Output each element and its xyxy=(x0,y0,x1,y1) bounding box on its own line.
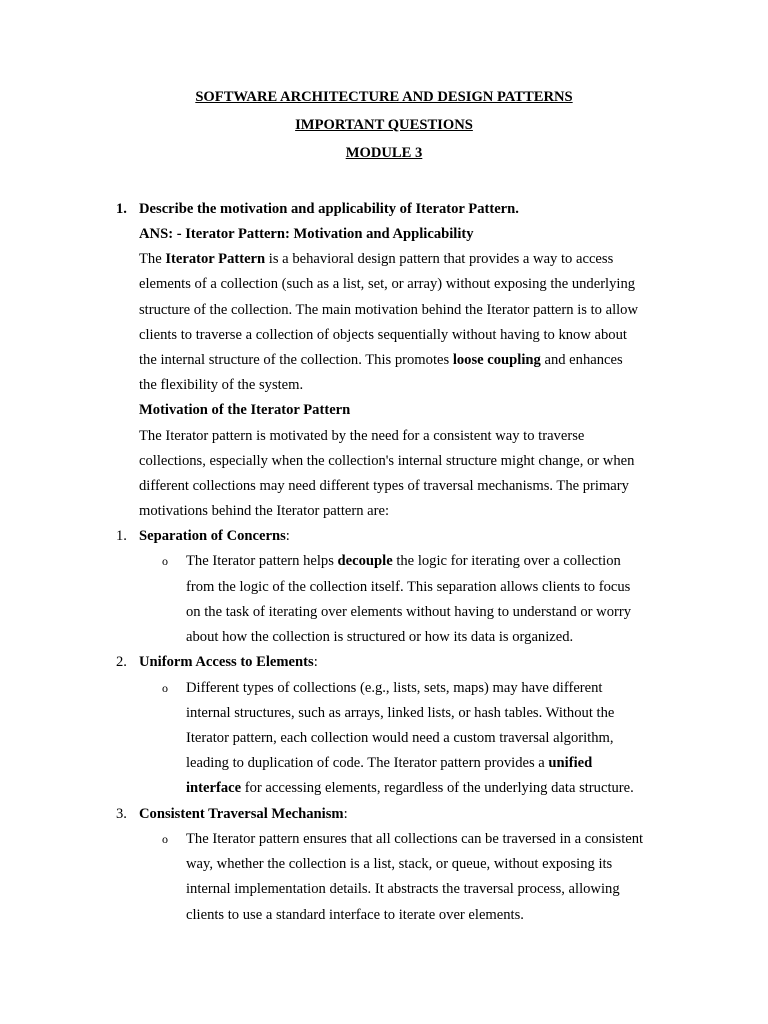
intro-line-6: the flexibility of the system. xyxy=(139,377,304,393)
motivation-line-4: motivations behind the Iterator pattern are: xyxy=(139,503,390,519)
point-1-line-2: from the logic of the collection itself. This separation allows clients to focus xyxy=(186,579,631,595)
point-2-title: Uniform Access to Elements: xyxy=(139,654,318,670)
motivation-heading: Motivation of the Iterator Pattern xyxy=(139,402,351,418)
point-2-line-4: leading to duplication of code. The Iterator pattern provides a unified xyxy=(186,755,593,771)
point-1-line-1: The Iterator pattern helps decouple the logic for iterating over a collection xyxy=(186,553,621,569)
point-3-line-3: internal implementation details. It abstracts the traversal process, allowing xyxy=(186,881,620,897)
document-subtitle: IMPORTANT QUESTIONS xyxy=(295,117,473,133)
motivation-line-1: The Iterator pattern is motivated by the need for a consistent way to traverse xyxy=(139,428,585,444)
motivation-line-3: different collections may need different types of traversal mechanisms. The primary xyxy=(139,478,629,494)
intro-line-2: elements of a collection (such as a list, set, or array) without exposing the underlying xyxy=(139,276,636,292)
point-3-line-1: The Iterator pattern ensures that all collections can be traversed in a consistent xyxy=(186,831,644,847)
document-title: SOFTWARE ARCHITECTURE AND DESIGN PATTERNS xyxy=(195,89,573,105)
intro-line-3: structure of the collection. The main motivation behind the Iterator pattern is to allow xyxy=(139,302,639,318)
point-2-line-3: Iterator pattern, each collection would need a custom traversal algorithm, xyxy=(186,730,614,746)
point-1-line-3: on the task of iterating over elements without having to understand or worry xyxy=(186,604,632,620)
answer-heading: ANS: - Iterator Pattern: Motivation and Applicability xyxy=(139,226,474,242)
point-3-number: 3. xyxy=(116,806,127,822)
point-2-line-2: internal structures, such as arrays, linked lists, or hash tables. Without the xyxy=(186,705,615,721)
intro-line-1: The Iterator Pattern is a behavioral design pattern that provides a way to access xyxy=(139,251,614,267)
point-1-line-4: about how the collection is structured or how its data is organized. xyxy=(186,629,574,645)
question-text: Describe the motivation and applicability of Iterator Pattern. xyxy=(139,201,519,217)
bullet-icon: o xyxy=(162,832,168,846)
point-3-line-2: way, whether the collection is a list, stack, or queue, without exposing its xyxy=(186,856,613,872)
bullet-icon: o xyxy=(162,681,168,695)
bullet-icon: o xyxy=(162,554,168,568)
point-1-number: 1. xyxy=(116,528,127,544)
point-2-line-5: interface for accessing elements, regardless of the underlying data structure. xyxy=(186,780,634,796)
intro-line-5: the internal structure of the collection. This promotes loose coupling and enhances xyxy=(139,352,623,368)
point-2-number: 2. xyxy=(116,654,127,670)
intro-line-4: clients to traverse a collection of objects sequentially without having to know about xyxy=(139,327,627,343)
point-3-title: Consistent Traversal Mechanism: xyxy=(139,806,348,822)
point-3-line-4: clients to use a standard interface to iterate over elements. xyxy=(186,907,524,923)
point-1-title: Separation of Concerns: xyxy=(139,528,290,544)
point-2-line-1: Different types of collections (e.g., lists, sets, maps) may have different xyxy=(186,680,603,696)
module-label: MODULE 3 xyxy=(345,145,423,161)
question-number: 1. xyxy=(116,201,127,217)
motivation-line-2: collections, especially when the collection's internal structure might change, or when xyxy=(139,453,635,469)
